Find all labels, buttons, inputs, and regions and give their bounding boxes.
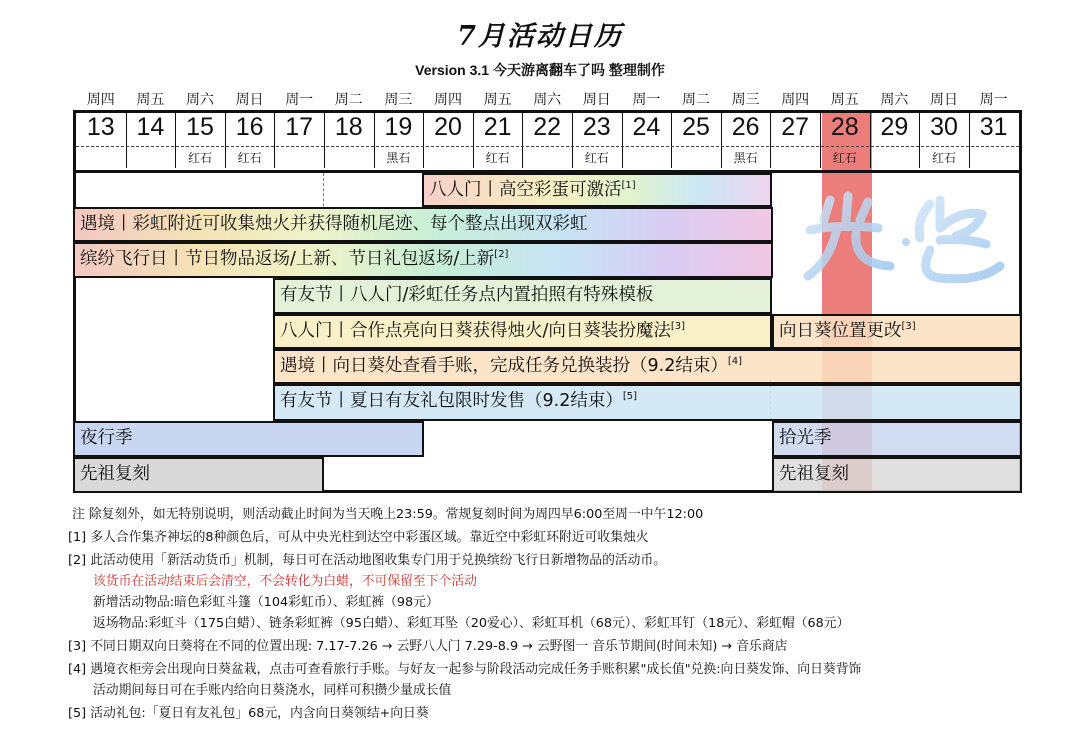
weekday-label: 周六 — [185, 92, 214, 108]
weekday-label: 周六 — [533, 92, 562, 108]
event-label: 先祖复刻 — [80, 464, 150, 484]
day-number: 17 — [285, 113, 314, 141]
day-number: 27 — [781, 113, 810, 141]
day-number: 25 — [682, 113, 710, 141]
day-number: 15 — [186, 113, 214, 141]
weekday-label: 周一 — [632, 92, 661, 108]
day-number: 23 — [582, 113, 611, 141]
day-number: 30 — [930, 113, 958, 141]
day-number: 19 — [384, 113, 413, 141]
note-3: [3] 不同日期双向日葵将在不同的位置出现: 7.17-7.26 → 云野八人门 7.29-8.9 → 云野图一 音乐节期间(时间未知) → 音乐商店 — [68, 639, 788, 654]
day-number: 31 — [979, 113, 1008, 141]
event-bar-sunflower-location — [772, 314, 1022, 349]
day-number: 18 — [334, 113, 363, 141]
footnote-ref: [1] — [621, 180, 636, 191]
weekday-label: 周四 — [433, 92, 462, 108]
footnote-ref: [3] — [901, 321, 916, 332]
weekday-label: 周三 — [731, 92, 760, 108]
footnote-ref: [4] — [727, 356, 743, 367]
event-bar-friendship-photo — [273, 278, 772, 314]
weekday-label: 周五 — [830, 92, 859, 108]
event-label: 有友节丨八人门/彩虹任务点内置拍照有特殊模板 — [280, 285, 654, 305]
shard-label: 红石 — [832, 151, 857, 165]
event-label: 八人门丨高空彩蛋可激活 — [429, 180, 622, 200]
weekday-label: 周日 — [235, 92, 264, 108]
event-bar-spirit-rerun-2 — [772, 457, 1022, 493]
page-title: 7月活动日历 — [457, 21, 623, 52]
note-2-new-items: 新增活动物品:暗色彩虹斗篷（104彩虹币）、彩虹裤（98元） — [93, 595, 439, 610]
weekday-label: 周一 — [979, 92, 1008, 108]
day-number: 21 — [483, 113, 512, 141]
event-bar-light-season — [772, 421, 1022, 457]
note-5: [5] 活动礼包:「夏日有友礼包」68元，内含向日葵领结+向日葵 — [68, 706, 429, 721]
shard-label: 红石 — [187, 151, 212, 165]
shard-label: 红石 — [931, 151, 956, 165]
event-label: 夜行季 — [80, 428, 133, 448]
note-1: [1] 多人合作集齐神坛的8种颜色后，可从中央光柱到达空中彩蛋区域。靠近空中彩虹环附近可收集烛火 — [68, 530, 649, 545]
event-bar-rainbow-realm — [73, 207, 773, 242]
event-bar-summer-pack — [273, 384, 1022, 421]
weekday-label: 周四 — [781, 92, 810, 108]
day-number: 22 — [533, 113, 562, 141]
event-label: 拾光季 — [779, 428, 832, 448]
note-2-warning: 该货币在活动结束后会清空，不会转化为白蜡，不可保留至下个活动 — [93, 574, 477, 589]
page-subtitle: Version 3.1 今天游离翻车了吗 整理制作 — [415, 62, 665, 78]
footnote-ref: [2] — [494, 249, 509, 260]
event-label: 遇境丨向日葵处查看手账，完成任务兑换装扮（9.2结束） — [280, 356, 728, 376]
weekday-label: 周五 — [483, 92, 512, 108]
shard-label: 黑石 — [386, 151, 411, 165]
event-label: 有友节丨夏日有友礼包限时发售（9.2结束） — [280, 391, 623, 411]
event-bar-eight-gate-egg — [422, 173, 772, 207]
day-number: 20 — [434, 113, 462, 141]
event-bar-spirit-rerun-1 — [73, 457, 324, 493]
weekday-label: 周六 — [880, 92, 909, 108]
note-2-return-items: 返场物品:彩虹斗（175白蜡）、链条彩虹裤（95白蜡）、彩虹耳坠（20爱心）、彩虹耳机（68元）、彩虹耳钉（18元）、彩虹帽（68元） — [93, 616, 850, 631]
event-bar-sunflower-candle — [273, 314, 772, 349]
day-number: 16 — [235, 113, 264, 141]
event-label: 遇境丨彩虹附近可收集烛火并获得随机尾迹、每个整点出现双彩虹 — [80, 214, 588, 234]
weekday-label: 周三 — [384, 92, 413, 108]
event-bar-sunflower-journal — [273, 349, 1022, 384]
weekday-label: 周二 — [681, 92, 710, 108]
note-2: [2] 此活动使用「新活动货币」机制，每日可在活动地图收集专门用于兑换缤纷飞行日新增物品的活动币。 — [68, 553, 667, 568]
shard-label: 红石 — [485, 151, 510, 165]
event-bar-colorful-flight-day — [73, 242, 773, 278]
event-label: 先祖复刻 — [779, 464, 849, 484]
shard-label: 红石 — [584, 151, 609, 165]
weekday-label: 周一 — [285, 92, 314, 108]
event-bar-night-season — [73, 421, 424, 457]
weekday-label: 周日 — [929, 92, 958, 108]
day-number: 28 — [830, 113, 859, 141]
day-number: 26 — [731, 113, 760, 141]
weekday-label: 周二 — [334, 92, 363, 108]
event-label: 向日葵位置更改 — [779, 321, 902, 341]
note-general: 注 除复刻外，如无特别说明，则活动截止时间为当天晚上23:59。常规复刻时间为周四早6:00至周一中午12:00 — [72, 507, 704, 522]
note-4-extra: 活动期间每日可在手账内给向日葵浇水，同样可积攒少量成长值 — [93, 683, 452, 698]
shard-label: 黑石 — [733, 151, 758, 165]
day-number: 14 — [136, 113, 165, 141]
footnote-ref: [5] — [622, 391, 638, 402]
event-label: 缤纷飞行日丨节日物品返场/上新、节日礼包返场/上新 — [80, 249, 495, 269]
day-number: 24 — [632, 113, 661, 141]
weekday-label: 周四 — [86, 92, 115, 108]
weekday-label: 周日 — [582, 92, 611, 108]
day-number: 29 — [880, 113, 909, 141]
note-4: [4] 遇境衣柜旁会出现向日葵盆栽，点击可查看旅行手账。与好友一起参与阶段活动完成任务手账积累"成长值"兑换:向日葵发饰、向日葵背饰 — [68, 662, 862, 677]
event-label: 八人门丨合作点亮向日葵获得烛火/向日葵装扮魔法 — [280, 321, 671, 341]
weekday-label: 周五 — [136, 92, 165, 108]
shard-label: 红石 — [237, 151, 262, 165]
footnote-ref: [3] — [670, 321, 686, 332]
day-number: 13 — [86, 113, 115, 141]
